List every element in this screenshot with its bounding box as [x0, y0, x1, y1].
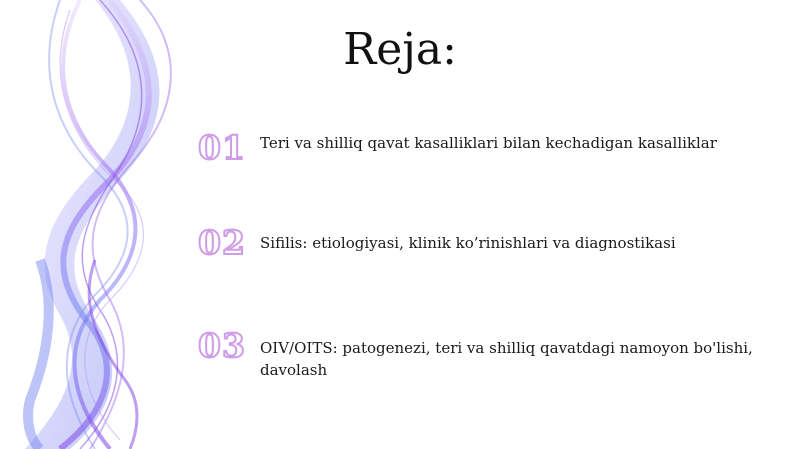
item-number-2: 02 [198, 223, 246, 262]
item-text-1: Teri va shilliq qavat kasalliklari bilan kechadigan kasalliklar [260, 134, 717, 152]
item-number-3: 03 [198, 326, 246, 365]
item-number-1: 01 [198, 128, 246, 167]
slide-title: Reja: [343, 24, 457, 75]
smoke-ribbon-decoration [0, 0, 200, 449]
item-text-3: OIV/OITS: patogenezi, teri va shilliq qavatdagi namoyon bo'lishi, davolash [260, 339, 753, 379]
item-text-2: Sifilis: etiologiyasi, klinik ko’rinishlari va diagnostikasi [260, 234, 676, 252]
